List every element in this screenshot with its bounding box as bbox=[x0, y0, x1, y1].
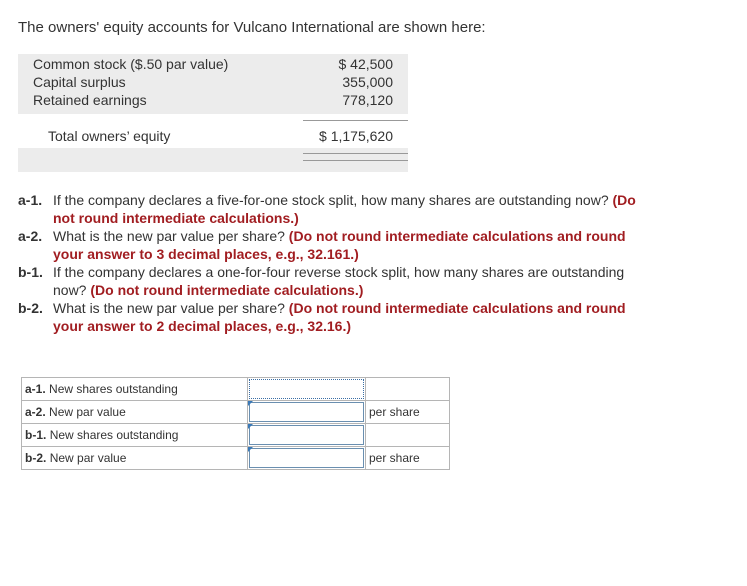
total-double-rule-bottom bbox=[303, 160, 408, 161]
answer-b1-id: b-1. bbox=[25, 428, 47, 442]
answer-b1-unit bbox=[366, 424, 450, 447]
equity-value-common-stock: $ 42,500 bbox=[338, 56, 393, 72]
question-b2-note: (Do not round intermediate calculations and round your answer to 2 decimal places, e.g., 32.16.) bbox=[53, 300, 626, 334]
answer-row-b1 bbox=[22, 424, 450, 447]
answer-a2-input[interactable] bbox=[249, 402, 364, 422]
answer-a2-label: New par value bbox=[49, 405, 126, 419]
question-b2 bbox=[18, 299, 658, 335]
answer-a1-id: a-1. bbox=[25, 382, 46, 396]
answer-row-b2 bbox=[22, 447, 450, 470]
equity-value-capital-surplus: 355,000 bbox=[342, 74, 393, 90]
answer-b1-input[interactable] bbox=[249, 425, 364, 445]
equity-total-value: $ 1,175,620 bbox=[319, 128, 393, 144]
answer-a1-label: New shares outstanding bbox=[49, 382, 178, 396]
equity-label-retained-earnings: Retained earnings bbox=[33, 92, 147, 108]
answer-a1-input[interactable] bbox=[249, 379, 364, 399]
question-a2 bbox=[18, 227, 658, 263]
question-a1-number: a-1. bbox=[18, 192, 43, 208]
answer-a2-id: a-2. bbox=[25, 405, 46, 419]
equity-label-common-stock: Common stock ($.50 par value) bbox=[33, 56, 229, 72]
question-b1-number: b-1. bbox=[18, 264, 43, 280]
question-b2-text: What is the new par value per share? bbox=[53, 300, 285, 316]
input-flag-icon bbox=[248, 447, 253, 452]
answer-b2-id: b-2. bbox=[25, 451, 47, 465]
question-b1-text: If the company declares a one-for-four reverse stock split, how many shares are outstanding now? bbox=[53, 264, 625, 298]
answer-a1-unit bbox=[366, 378, 450, 401]
question-a1-text: If the company declares a five-for-one stock split, how many shares are outstanding now? bbox=[53, 192, 609, 208]
equity-value-retained-earnings: 778,120 bbox=[342, 92, 393, 108]
subtotal-rule bbox=[303, 120, 408, 121]
question-b1-note: (Do not round intermediate calculations.) bbox=[90, 282, 364, 298]
equity-label-capital-surplus: Capital surplus bbox=[33, 74, 126, 90]
question-b1 bbox=[18, 263, 658, 299]
answer-a2-unit: per share bbox=[366, 401, 450, 424]
answer-b1-label: New shares outstanding bbox=[49, 428, 179, 442]
question-a1-note: (Do not round intermediate calculations.) bbox=[53, 192, 636, 226]
problem-intro: The owners' equity accounts for Vulcano International are shown here: bbox=[18, 19, 486, 36]
answer-table bbox=[21, 377, 450, 470]
input-flag-icon bbox=[248, 401, 253, 406]
total-double-rule-top bbox=[303, 153, 408, 154]
question-b2-number: b-2. bbox=[18, 300, 43, 316]
answer-b2-label: New par value bbox=[49, 451, 127, 465]
answer-row-a2 bbox=[22, 401, 450, 424]
question-a1 bbox=[18, 191, 658, 227]
answer-b2-input[interactable] bbox=[249, 448, 364, 468]
question-a2-text: What is the new par value per share? bbox=[53, 228, 285, 244]
question-a2-number: a-2. bbox=[18, 228, 43, 244]
question-a2-note: (Do not round intermediate calculations and round your answer to 3 decimal places, e.g., 32.161.) bbox=[53, 228, 626, 262]
input-flag-icon bbox=[248, 424, 253, 429]
answer-row-a1 bbox=[22, 378, 450, 401]
answer-b2-unit: per share bbox=[366, 447, 450, 470]
equity-total-label: Total owners’ equity bbox=[48, 128, 171, 144]
